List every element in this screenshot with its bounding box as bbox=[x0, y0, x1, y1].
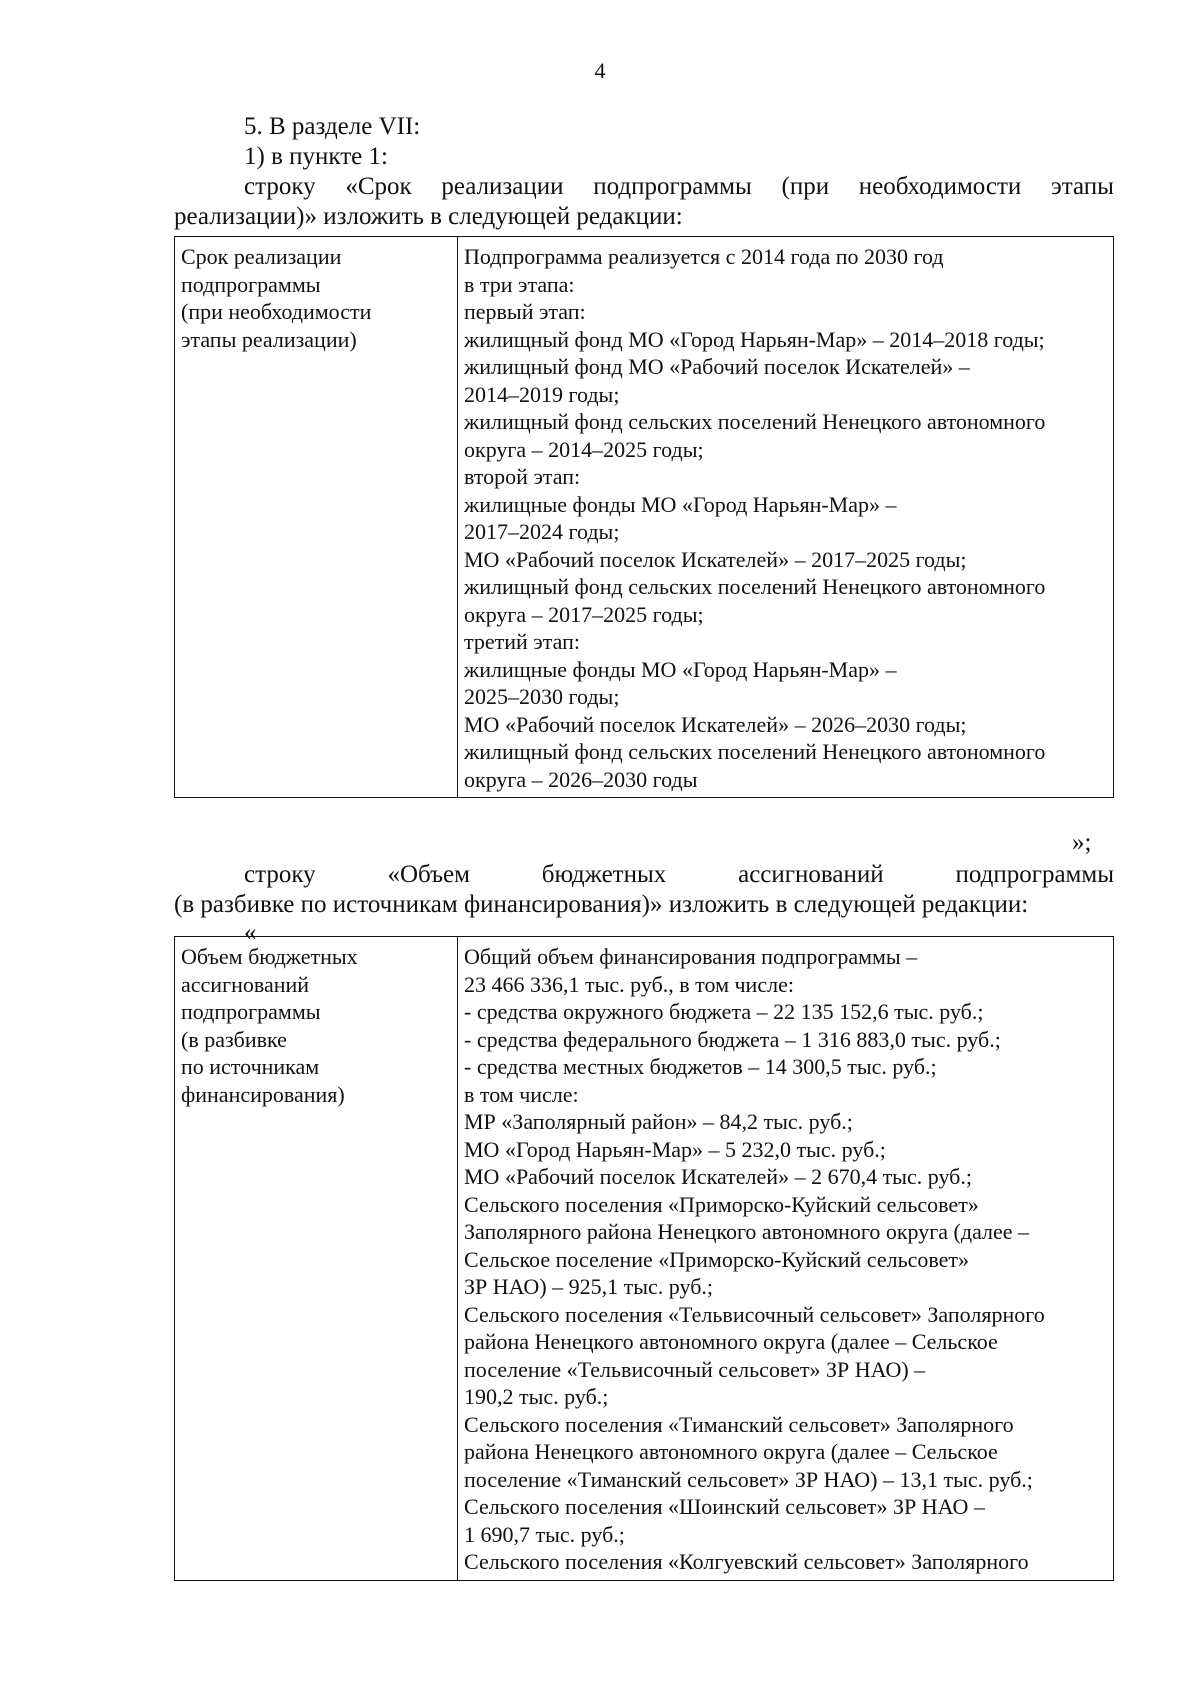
table2-right-line: Общий объем финансирования подпрограммы – bbox=[464, 944, 918, 969]
table2-right-line: района Ненецкого автономного округа (далее – Сельское bbox=[464, 1329, 998, 1354]
intro1-word: этапы bbox=[1051, 173, 1114, 200]
table1-right-line: 2017–2024 годы; bbox=[464, 519, 620, 544]
intro2-word: «Объем bbox=[387, 861, 470, 888]
table1-left-line: (при необходимости bbox=[181, 299, 372, 324]
intro2-word: бюджетных bbox=[541, 861, 667, 888]
table2-right-line: района Ненецкого автономного округа (далее – Сельское bbox=[464, 1439, 998, 1464]
table2-right-line: - средства окружного бюджета – 22 135 152,6 тыс. руб.; bbox=[464, 999, 984, 1024]
table2-right-line: Сельское поселение «Приморско-Куйский сельсовет» bbox=[464, 1246, 970, 1272]
table2-right-line: поселение «Тельвисочный сельсовет» ЗР НАО) – bbox=[464, 1356, 926, 1382]
table2-right-line: МР «Заполярный район» – 84,2 тыс. руб.; bbox=[464, 1109, 853, 1134]
table2-right-cell bbox=[458, 937, 1114, 1581]
intro1-line1 bbox=[244, 172, 1114, 202]
table1-right-line: округа – 2017–2025 годы; bbox=[464, 601, 704, 627]
table2-right-text bbox=[464, 943, 1107, 1576]
point-heading: 1) в пункте 1: bbox=[244, 143, 388, 170]
intro1-word: «Срок bbox=[345, 173, 412, 200]
intro2-line2: (в разбивке по источникам финансирования)» изложить в следующей редакции: bbox=[174, 891, 1029, 918]
table1-right-line: МО «Рабочий поселок Искателей» – 2017–2025 годы; bbox=[464, 546, 967, 572]
opening-quote: « bbox=[244, 919, 257, 946]
intro1-word: реализации bbox=[441, 173, 564, 200]
table1-right-line: в три этапа: bbox=[464, 271, 575, 297]
table2-right-line: Сельского поселения «Колгуевский сельсовет» Заполярного bbox=[464, 1549, 1029, 1574]
table2-left-line: Объем бюджетных bbox=[181, 944, 358, 969]
table2-right-line: - средства федерального бюджета – 1 316 883,0 тыс. руб.; bbox=[464, 1026, 1001, 1052]
table-budget-allocations bbox=[174, 936, 1114, 1581]
table1-right-line: второй этап: bbox=[464, 464, 581, 489]
table1-right-line: 2025–2030 годы; bbox=[464, 684, 620, 709]
table1-left-line: подпрограммы bbox=[181, 271, 321, 297]
table2-right-line: Сельского поселения «Тельвисочный сельсовет» Заполярного bbox=[464, 1301, 1045, 1327]
table2-right-line: в том числе: bbox=[464, 1081, 579, 1107]
table2-right-line: МО «Город Нарьян-Мар» – 5 232,0 тыс. руб.; bbox=[464, 1136, 886, 1162]
intro1-line2: реализации)» изложить в следующей редакции: bbox=[174, 203, 683, 230]
table1-left-text bbox=[181, 243, 451, 353]
intro2-word: подпрограммы bbox=[955, 861, 1114, 888]
table1-right-line: жилищный фонд сельских поселений Ненецкого автономного bbox=[464, 574, 1046, 599]
table1-right-line: третий этап: bbox=[464, 629, 580, 654]
table1-left-cell bbox=[175, 237, 458, 798]
section-heading: 5. В разделе VII: bbox=[244, 113, 421, 140]
table2-right-line: Сельского поселения «Шоинский сельсовет» ЗР НАО – bbox=[464, 1494, 985, 1519]
table2-right-line: поселение «Тиманский сельсовет» ЗР НАО) – 13,1 тыс. руб.; bbox=[464, 1466, 1033, 1492]
table1-right-line: МО «Рабочий поселок Искателей» – 2026–2030 годы; bbox=[464, 711, 967, 737]
table1-right-line: первый этап: bbox=[464, 299, 586, 324]
table2-left-cell bbox=[175, 937, 458, 1581]
table1-right-line: жилищный фонд МО «Город Нарьян-Мар» – 2014–2018 годы; bbox=[464, 326, 1045, 352]
table1-left-line: этапы реализации) bbox=[181, 326, 357, 352]
table2-left-line: (в разбивке bbox=[181, 1026, 287, 1052]
table1-right-line: 2014–2019 годы; bbox=[464, 381, 620, 407]
intro2-line1 bbox=[244, 860, 1114, 890]
table2-right-line: Сельского поселения «Приморско-Куйский сельсовет» bbox=[464, 1191, 979, 1217]
table1-right-line: жилищный фонд МО «Рабочий поселок Искателей» – bbox=[464, 354, 970, 379]
table2-right-line: Заполярного района Ненецкого автономного округа (далее – bbox=[464, 1219, 1030, 1244]
closing-quote: »; bbox=[1072, 829, 1092, 856]
table1-right-line: жилищный фонд сельских поселений Ненецкого автономного bbox=[464, 409, 1046, 434]
table2-right-line: Сельского поселения «Тиманский сельсовет» Заполярного bbox=[464, 1411, 1014, 1437]
table-row bbox=[175, 937, 1114, 1581]
table-implementation-period bbox=[174, 236, 1114, 798]
table2-left-text bbox=[181, 943, 451, 1108]
table1-right-line: жилищные фонды МО «Город Нарьян-Мар» – bbox=[464, 656, 897, 682]
intro1-word: необходимости bbox=[858, 173, 1022, 200]
table-row bbox=[175, 237, 1114, 798]
intro1-word: подпрограммы bbox=[593, 173, 752, 200]
table1-right-line: округа – 2014–2025 годы; bbox=[464, 436, 704, 462]
table2-right-line: МО «Рабочий поселок Искателей» – 2 670,4 тыс. руб.; bbox=[464, 1164, 972, 1189]
table2-right-line: ЗР НАО) – 925,1 тыс. руб.; bbox=[464, 1274, 714, 1299]
table2-right-line: 1 690,7 тыс. руб.; bbox=[464, 1521, 625, 1547]
page-number: 4 bbox=[594, 58, 606, 83]
table2-right-line: - средства местных бюджетов – 14 300,5 тыс. руб.; bbox=[464, 1054, 937, 1079]
table2-right-line: 190,2 тыс. руб.; bbox=[464, 1384, 609, 1409]
table2-left-line: подпрограммы bbox=[181, 999, 321, 1024]
intro1-word: (при bbox=[781, 173, 830, 200]
intro2-word: строку bbox=[244, 861, 316, 888]
intro1-word: строку bbox=[244, 173, 316, 200]
table2-left-line: по источникам bbox=[181, 1054, 320, 1079]
table1-right-line: жилищный фонд сельских поселений Ненецкого автономного bbox=[464, 739, 1046, 764]
table1-left-line: Срок реализации bbox=[181, 244, 342, 269]
table2-right-line: 23 466 336,1 тыс. руб., в том числе: bbox=[464, 971, 794, 997]
table2-left-line: ассигнований bbox=[181, 971, 310, 997]
table1-right-line: жилищные фонды МО «Город Нарьян-Мар» – bbox=[464, 491, 897, 517]
table1-right-cell bbox=[458, 237, 1114, 798]
table1-right-text bbox=[464, 243, 1107, 793]
table2-left-line: финансирования) bbox=[181, 1081, 345, 1107]
table1-right-line: округа – 2026–2030 годы bbox=[464, 766, 698, 792]
intro2-word: ассигнований bbox=[738, 861, 884, 888]
table1-right-line: Подпрограмма реализуется с 2014 года по 2030 год bbox=[464, 244, 944, 269]
